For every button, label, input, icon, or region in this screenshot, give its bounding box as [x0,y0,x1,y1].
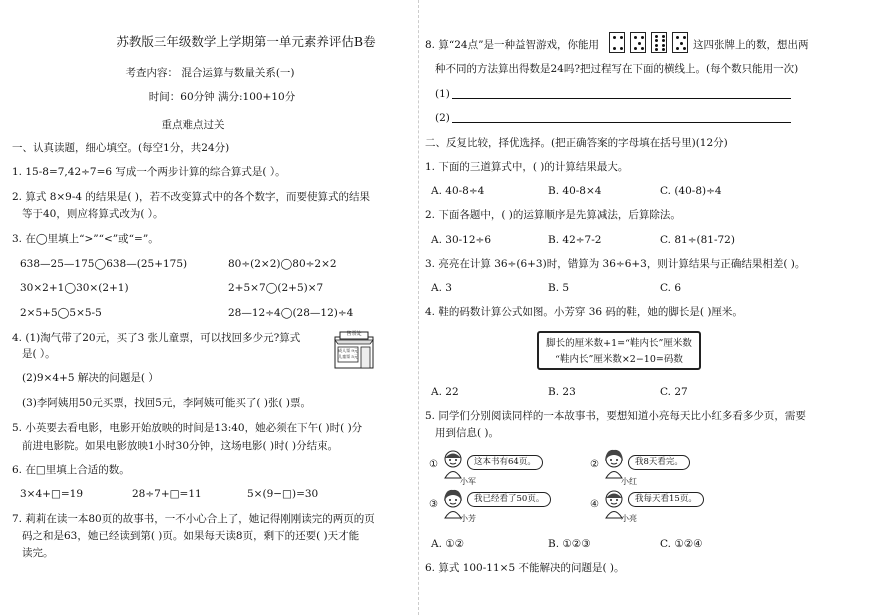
s5-option-b: B. ①②③ [548,538,591,550]
shoe-size-formula-box [537,331,701,370]
card-pip [662,35,665,38]
card-pip [620,36,623,39]
q3-item: 638—25—175◯638—(25+175) [20,258,188,270]
info-2-name: 小红 [621,477,637,486]
playing-cards [609,32,691,54]
s5-option-a: A. ①② [431,538,465,550]
s2-option-b: B. 42÷7-2 [548,234,602,246]
card-pip [655,39,658,42]
q4-line2: 是( ）。 [22,348,56,360]
info-1-bubble: 这本书有64页。 [467,455,543,470]
playing-card [609,32,625,53]
boy-icon [441,449,465,479]
card-pip [613,47,616,50]
info-2-bubble: 我8天看完。 [628,455,690,470]
card-pip [683,36,686,39]
s3-option-b: B. 5 [548,282,570,294]
q3: 3. 在◯里填上“>”“<”或“=”。 [12,233,159,245]
s1-option-b: B. 40-8×4 [548,185,602,197]
s1-option-a: A. 40-8÷4 [431,185,485,197]
girl-icon [602,449,626,479]
q7-line1: 7. 莉莉在读一本80页的故事书，一不小心合上了，她记得刚刚读完的两页的页 [12,513,375,525]
q8-answer-1-line[interactable] [452,98,791,99]
playing-card [630,32,646,53]
q3-item: 30×2+1◯30×(2+1) [20,282,129,294]
info-3-bubble: 我已经看了50页。 [467,492,551,507]
q2-line1: 2. 算式 8×9-4 的结果是( )，若不改变算式中的各个数字，而要使算式的结果 [12,191,370,203]
s5-line2: 用到信息( )。 [435,427,500,439]
info-1-number: ① [429,459,438,470]
s2: 2. 下面各题中，( )的运算顺序是先算减法，后算除法。 [425,209,681,221]
formula-line-1: 脚长的厘米数+1=“鞋内长”厘米数 [546,338,692,349]
info-3-number: ③ [429,499,438,510]
q6-item: 5×(9−□)=30 [247,488,319,500]
s4-option-b: B. 23 [548,386,576,398]
exam-title: 苏教版三年级数学上学期第一单元素养评估B卷 [116,34,376,49]
q8-answer-1-label: (1) [435,88,450,100]
card-pip [613,36,616,39]
focus-heading: 重点难点过关 [161,119,225,131]
exam-content: 考查内容： 混合运算与数量关系(一) [125,67,295,79]
q1: 1. 15-8=7,42÷7=6 写成一个两步计算的综合算式是( ）。 [12,166,286,178]
formula-line-2: “鞋内长”厘米数×2−10=码数 [555,354,683,365]
column-divider [418,0,419,615]
s3-option-a: A. 3 [431,282,452,294]
q8-answer-2-label: (2) [435,112,450,124]
q3-item: 28—12÷4◯(28—12)÷4 [228,307,354,319]
q6-item: 28÷7+□=11 [132,488,202,500]
card-pip [638,42,641,45]
q4-line1: 4. (1)淘气带了20元，买了3 张儿童票，可以找回多少元?算式 [12,332,301,344]
q2-line2: 等于40，则应将算式改为( ）。 [22,208,164,220]
q3-item: 80÷(2×2)◯80÷2×2 [228,258,337,270]
s4-option-a: A. 22 [431,386,459,398]
s1-option-c: C. (40-8)÷4 [660,185,722,197]
card-pip [676,36,679,39]
q4-part3: (3)李阿姨用50元买票，找回5元，李阿姨可能买了( )张( )票。 [22,397,311,409]
q6-item: 3×4+□=19 [20,488,84,500]
ticket-office-illustration [334,331,374,369]
playing-card [651,32,667,53]
q3-item: 2+5×7◯(2+5)×7 [228,282,324,294]
s4: 4. 鞋的码数计算公式如图。小芳穿 36 码的鞋，她的脚长是( )厘米。 [425,306,743,318]
adult-ticket-price: 成人票 9元 [338,348,358,353]
card-pip [641,47,644,50]
card-pip [680,42,683,45]
s1: 1. 下面的三道算式中，( )的计算结果最大。 [425,161,629,173]
card-pip [655,48,658,51]
q3-item: 2×5+5◯5×5-5 [20,307,102,319]
card-pip [683,47,686,50]
info-4-number: ④ [590,499,599,510]
s2-option-c: C. 81÷(81-72) [660,234,735,246]
s2-option-a: A. 30-12÷6 [431,234,492,246]
q8-line1-start: 8. 算“24点”是一种益智游戏，你能用 [425,39,599,51]
q7-line2: 码之和是63，她已经读到第( )页。如果每天读8页，剩下的还要( )天才能 [22,530,360,542]
q8-line2: 种不同的方法算出得数是24吗?把过程写在下面的横线上。(每个数只能用一次) [435,63,799,75]
child-ticket-price: 儿童票 5元 [338,354,358,359]
info-3-name: 小芳 [460,514,476,523]
info-4-name: 小亮 [621,514,637,523]
info-4-bubble: 我每天看15页。 [628,492,704,507]
card-pip [676,47,679,50]
section-1-heading: 一、认真读题，细心填空。(每空1分，共24分) [12,142,230,154]
s5-line1: 5. 同学们分别阅读同样的一本故事书，要想知道小亮每天比小红多看多少页，需要 [425,410,806,422]
s6: 6. 算式 100-11×5 不能解决的问题是( )。 [425,562,625,574]
section-2-heading: 二、反复比较，择优选择。(把正确答案的字母填在括号里)(12分) [425,137,728,149]
card-pip [634,36,637,39]
s4-option-c: C. 27 [660,386,688,398]
q4-part2: (2)9×4+5 解决的问题是( ） [22,372,159,384]
card-pip [655,35,658,38]
ticket-office-sign: 售票处 [346,331,362,337]
q5-line2: 前进电影院。如果电影放映1小时30分钟，这场电影( )时( )分结束。 [22,440,339,452]
card-pip [634,47,637,50]
exam-time-score: 时间：60分钟 满分:100+10分 [148,91,296,103]
q8-answer-2-line[interactable] [452,122,791,123]
card-pip [662,39,665,42]
card-pip [641,36,644,39]
card-pip [620,47,623,50]
s3-option-c: C. 6 [660,282,682,294]
info-1-name: 小军 [460,477,476,486]
card-pip [655,44,658,47]
s3: 3. 亮亮在计算 36÷(6+3)时，错算为 36÷6+3，则计算结果与正确结果相差( )。 [425,258,806,270]
q8-line1-end: 这四张牌上的数，想出两 [693,39,809,51]
card-pip [662,48,665,51]
q7-line3: 读完。 [22,547,54,559]
q5-line1: 5. 小英要去看电影，电影开始放映的时间是13:40，她必须在下午( )时( )分 [12,422,363,434]
info-2-number: ② [590,459,599,470]
card-pip [662,44,665,47]
playing-card [672,32,688,53]
s5-option-c: C. ①②④ [660,538,703,550]
q6: 6. 在□里填上合适的数。 [12,464,130,476]
